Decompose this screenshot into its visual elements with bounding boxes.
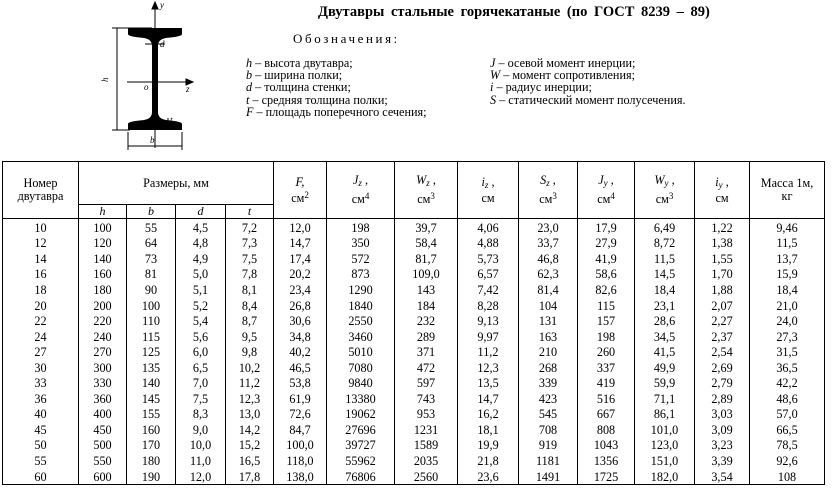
header-d: d <box>176 205 226 219</box>
label-d: d <box>160 39 165 49</box>
table-cell: 73 <box>127 251 176 267</box>
table-cell: 330 <box>79 375 127 391</box>
table-cell: 48,6 <box>750 391 825 407</box>
table-cell: 8,3 <box>176 407 226 423</box>
table-cell: 667 <box>578 407 635 423</box>
y-axis-arrow <box>152 2 158 9</box>
table-cell: 6,0 <box>176 344 226 360</box>
table-body <box>3 219 825 485</box>
table-cell: 10 <box>3 219 79 236</box>
table-cell: 160 <box>127 422 176 438</box>
header-Jy: $J_y$ , $см^4$ <box>578 162 635 219</box>
table-cell: 36 <box>3 391 79 407</box>
table-cell: 190 <box>127 469 176 485</box>
table-cell: 23,4 <box>274 282 327 298</box>
table-cell: 3,23 <box>695 438 750 454</box>
table-cell: 5,0 <box>176 267 226 283</box>
table-cell: 45 <box>3 422 79 438</box>
table-cell: 4,9 <box>176 251 226 267</box>
table-row <box>3 375 825 391</box>
i-beam-profile <box>128 28 182 130</box>
header-t: t <box>226 205 274 219</box>
table-cell: 210 <box>519 344 578 360</box>
table-cell: 23,1 <box>635 298 695 314</box>
table-cell: 5,4 <box>176 313 226 329</box>
table-cell: 9,13 <box>458 313 519 329</box>
table-cell: 101,0 <box>635 422 695 438</box>
table-cell: 120 <box>79 236 127 252</box>
table-cell: 26,8 <box>274 298 327 314</box>
table-cell: 163 <box>519 329 578 345</box>
table-cell: 289 <box>395 329 458 345</box>
table-cell: 12,3 <box>226 391 274 407</box>
table-cell: 123,0 <box>635 438 695 454</box>
table-cell: 270 <box>79 344 127 360</box>
legend-item: h – высота двутавра; <box>246 56 353 70</box>
table-cell: 12,0 <box>176 469 226 485</box>
table-cell: 10,0 <box>176 438 226 454</box>
table-cell: 36,5 <box>750 360 825 376</box>
table-cell: 198 <box>327 219 395 236</box>
table-cell: 72,6 <box>274 407 327 423</box>
table-cell: 115 <box>127 329 176 345</box>
table-cell: 13,5 <box>458 375 519 391</box>
beam-table <box>2 161 825 485</box>
table-cell: 58,6 <box>578 267 635 283</box>
table-cell: 19,9 <box>458 438 519 454</box>
table-cell: 18,1 <box>458 422 519 438</box>
table-cell: 27,3 <box>750 329 825 345</box>
label-h: h <box>100 77 110 82</box>
table-cell: 5010 <box>327 344 395 360</box>
table-cell: 339 <box>519 375 578 391</box>
table-cell: 9,8 <box>226 344 274 360</box>
table-cell: 220 <box>79 313 127 329</box>
table-cell: 27696 <box>327 422 395 438</box>
table-cell: 18,4 <box>635 282 695 298</box>
table-cell: 1356 <box>578 453 635 469</box>
table-cell: 4,88 <box>458 236 519 252</box>
table-cell: 4,06 <box>458 219 519 236</box>
table-row <box>3 391 825 407</box>
header-Jz: $J_z$ , $см^4$ <box>327 162 395 219</box>
table-cell: 61,9 <box>274 391 327 407</box>
table-cell: 1,88 <box>695 282 750 298</box>
table-cell: 125 <box>127 344 176 360</box>
table-row <box>3 453 825 469</box>
table-cell: 41,5 <box>635 344 695 360</box>
table-cell: 84,7 <box>274 422 327 438</box>
beam-table-wrapper <box>2 161 825 485</box>
table-cell: 11,2 <box>458 344 519 360</box>
table-row <box>3 438 825 454</box>
table-cell: 140 <box>79 251 127 267</box>
header-number: Номер двутавра <box>3 162 79 219</box>
table-cell: 2,79 <box>695 375 750 391</box>
table-cell: 708 <box>519 422 578 438</box>
table-cell: 11,2 <box>226 375 274 391</box>
table-cell: 8,1 <box>226 282 274 298</box>
table-cell: 6,57 <box>458 267 519 283</box>
table-cell: 100,0 <box>274 438 327 454</box>
table-cell: 34,8 <box>274 329 327 345</box>
table-cell: 337 <box>578 360 635 376</box>
table-cell: 450 <box>79 422 127 438</box>
table-cell: 53,8 <box>274 375 327 391</box>
table-cell: 3460 <box>327 329 395 345</box>
table-cell: 27 <box>3 344 79 360</box>
table-cell: 11,5 <box>750 236 825 252</box>
table-cell: 873 <box>327 267 395 283</box>
table-cell: 9840 <box>327 375 395 391</box>
table-cell: 82,6 <box>578 282 635 298</box>
table-cell: 115 <box>578 298 635 314</box>
table-cell: 39727 <box>327 438 395 454</box>
table-cell: 2,37 <box>695 329 750 345</box>
table-cell: 55 <box>127 219 176 236</box>
table-cell: 108 <box>750 469 825 485</box>
table-cell: 15,9 <box>750 267 825 283</box>
table-cell: 21,8 <box>458 453 519 469</box>
table-cell: 15,2 <box>226 438 274 454</box>
table-cell: 28,6 <box>635 313 695 329</box>
table-cell: 14,5 <box>635 267 695 283</box>
header-dimensions: Размеры, мм <box>79 162 274 205</box>
table-cell: 24,0 <box>750 313 825 329</box>
table-cell: 34,5 <box>635 329 695 345</box>
header-iy: $i_y$ , см <box>695 162 750 219</box>
table-cell: 3,54 <box>695 469 750 485</box>
table-cell: 64 <box>127 236 176 252</box>
table-cell: 27,9 <box>578 236 635 252</box>
table-cell: 3,09 <box>695 422 750 438</box>
table-row <box>3 313 825 329</box>
table-cell: 232 <box>395 313 458 329</box>
table-cell: 104 <box>519 298 578 314</box>
legend-right <box>490 57 686 106</box>
table-cell: 500 <box>79 438 127 454</box>
table-cell: 19062 <box>327 407 395 423</box>
header-F: F, $см^2$ <box>274 162 327 219</box>
table-row <box>3 236 825 252</box>
table-cell: 198 <box>578 329 635 345</box>
label-o: o <box>144 82 149 92</box>
table-row <box>3 422 825 438</box>
table-cell: 7,8 <box>226 267 274 283</box>
table-cell: 184 <box>395 298 458 314</box>
table-cell: 7,2 <box>226 219 274 236</box>
table-cell: 1840 <box>327 298 395 314</box>
table-cell: 2,69 <box>695 360 750 376</box>
axis-z-label: z <box>186 84 190 94</box>
table-cell: 419 <box>578 375 635 391</box>
table-cell: 400 <box>79 407 127 423</box>
legend-item: t – средняя толщина полки; <box>246 92 388 107</box>
table-cell: 11,0 <box>176 453 226 469</box>
table-row <box>3 267 825 283</box>
table-cell: 8,4 <box>226 298 274 314</box>
legend-item: J – осевой момент инерции; <box>490 56 636 70</box>
table-cell: 20,2 <box>274 267 327 283</box>
table-cell: 12,3 <box>458 360 519 376</box>
table-cell: 42,2 <box>750 375 825 391</box>
table-cell: 5,1 <box>176 282 226 298</box>
table-cell: 40,2 <box>274 344 327 360</box>
table-cell: 1491 <box>519 469 578 485</box>
table-cell: 17,4 <box>274 251 327 267</box>
table-cell: 953 <box>395 407 458 423</box>
table-cell: 5,2 <box>176 298 226 314</box>
table-cell: 14,2 <box>226 422 274 438</box>
table-row <box>3 407 825 423</box>
table-row <box>3 282 825 298</box>
legend-heading: Обозначения: <box>293 31 400 46</box>
table-cell: 17,9 <box>578 219 635 236</box>
table-cell: 49,9 <box>635 360 695 376</box>
table-cell: 13380 <box>327 391 395 407</box>
table-cell: 138,0 <box>274 469 327 485</box>
axis-y-label: y <box>160 0 164 10</box>
table-cell: 57,0 <box>750 407 825 423</box>
label-t: t <box>170 115 173 125</box>
header-iz: $i_z$ , см <box>458 162 519 219</box>
table-cell: 140 <box>127 375 176 391</box>
table-cell: 550 <box>79 453 127 469</box>
table-row <box>3 219 825 236</box>
table-cell: 2,54 <box>695 344 750 360</box>
table-cell: 41,9 <box>578 251 635 267</box>
header-Wy: $W_y$ , $см^3$ <box>635 162 695 219</box>
table-row <box>3 344 825 360</box>
table-cell: 71,1 <box>635 391 695 407</box>
table-cell: 24 <box>3 329 79 345</box>
table-cell: 9,0 <box>176 422 226 438</box>
table-cell: 516 <box>578 391 635 407</box>
legend-item: b – ширина полки; <box>246 68 343 83</box>
table-cell: 360 <box>79 391 127 407</box>
table-cell: 572 <box>327 251 395 267</box>
legend-item: W – момент сопротивления; <box>490 68 635 83</box>
table-cell: 423 <box>519 391 578 407</box>
table-cell: 109,0 <box>395 267 458 283</box>
table-cell: 1181 <box>519 453 578 469</box>
table-cell: 40 <box>3 407 79 423</box>
table-cell: 240 <box>79 329 127 345</box>
table-cell: 7080 <box>327 360 395 376</box>
table-cell: 4,8 <box>176 236 226 252</box>
table-cell: 86,1 <box>635 407 695 423</box>
table-cell: 145 <box>127 391 176 407</box>
table-cell: 50 <box>3 438 79 454</box>
i-beam-diagram <box>0 0 240 155</box>
table-cell: 17,8 <box>226 469 274 485</box>
table-cell: 55962 <box>327 453 395 469</box>
table-cell: 545 <box>519 407 578 423</box>
table-cell: 81 <box>127 267 176 283</box>
table-cell: 1,70 <box>695 267 750 283</box>
table-row <box>3 329 825 345</box>
table-cell: 78,5 <box>750 438 825 454</box>
table-cell: 23,0 <box>519 219 578 236</box>
table-cell: 3,03 <box>695 407 750 423</box>
table-cell: 143 <box>395 282 458 298</box>
table-cell: 157 <box>578 313 635 329</box>
table-cell: 58,4 <box>395 236 458 252</box>
table-cell: 160 <box>79 267 127 283</box>
table-cell: 151,0 <box>635 453 695 469</box>
table-cell: 2035 <box>395 453 458 469</box>
table-cell: 46,5 <box>274 360 327 376</box>
table-cell: 268 <box>519 360 578 376</box>
table-cell: 18,4 <box>750 282 825 298</box>
table-cell: 1725 <box>578 469 635 485</box>
table-cell: 9,46 <box>750 219 825 236</box>
table-cell: 81,7 <box>395 251 458 267</box>
table-cell: 180 <box>79 282 127 298</box>
table-cell: 21,0 <box>750 298 825 314</box>
table-row <box>3 298 825 314</box>
table-cell: 131 <box>519 313 578 329</box>
table-cell: 100 <box>79 219 127 236</box>
table-cell: 743 <box>395 391 458 407</box>
table-cell: 9,97 <box>458 329 519 345</box>
table-cell: 300 <box>79 360 127 376</box>
table-cell: 5,6 <box>176 329 226 345</box>
table-cell: 2,27 <box>695 313 750 329</box>
table-cell: 13,0 <box>226 407 274 423</box>
table-cell: 600 <box>79 469 127 485</box>
table-cell: 90 <box>127 282 176 298</box>
table-cell: 8,7 <box>226 313 274 329</box>
table-cell: 7,3 <box>226 236 274 252</box>
table-cell: 31,5 <box>750 344 825 360</box>
table-cell: 118,0 <box>274 453 327 469</box>
table-cell: 1,38 <box>695 236 750 252</box>
table-row <box>3 251 825 267</box>
table-cell: 12 <box>3 236 79 252</box>
table-cell: 60 <box>3 469 79 485</box>
table-cell: 7,0 <box>176 375 226 391</box>
table-cell: 1290 <box>327 282 395 298</box>
table-cell: 55 <box>3 453 79 469</box>
table-row <box>3 360 825 376</box>
table-cell: 7,42 <box>458 282 519 298</box>
table-cell: 2560 <box>395 469 458 485</box>
table-cell: 100 <box>127 298 176 314</box>
table-cell: 135 <box>127 360 176 376</box>
table-cell: 30,6 <box>274 313 327 329</box>
table-cell: 5,73 <box>458 251 519 267</box>
table-cell: 46,8 <box>519 251 578 267</box>
header-mass: Масса 1м, кг <box>750 162 825 219</box>
table-cell: 11,5 <box>635 251 695 267</box>
table-cell: 200 <box>79 298 127 314</box>
table-cell: 1589 <box>395 438 458 454</box>
table-cell: 16 <box>3 267 79 283</box>
table-cell: 18 <box>3 282 79 298</box>
table-cell: 1,55 <box>695 251 750 267</box>
table-cell: 1231 <box>395 422 458 438</box>
table-cell: 76806 <box>327 469 395 485</box>
table-cell: 170 <box>127 438 176 454</box>
header-b: b <box>127 205 176 219</box>
table-cell: 23,6 <box>458 469 519 485</box>
table-cell: 81,4 <box>519 282 578 298</box>
legend-item: d – толщина стенки; <box>246 80 351 95</box>
table-cell: 1043 <box>578 438 635 454</box>
header-Wz: $W_z$ , $см^3$ <box>395 162 458 219</box>
table-cell: 30 <box>3 360 79 376</box>
table-cell: 597 <box>395 375 458 391</box>
table-cell: 182,0 <box>635 469 695 485</box>
table-cell: 919 <box>519 438 578 454</box>
table-cell: 7,5 <box>226 251 274 267</box>
table-cell: 12,0 <box>274 219 327 236</box>
table-cell: 14,7 <box>274 236 327 252</box>
table-cell: 33 <box>3 375 79 391</box>
document-title: Двутавры стальные горячекатаные (по ГОСТ 8239 – 89) <box>318 4 710 20</box>
table-cell: 22 <box>3 313 79 329</box>
legend-item: S – статический момент полусечения. <box>490 92 686 107</box>
table-cell: 2,07 <box>695 298 750 314</box>
table-cell: 110 <box>127 313 176 329</box>
table-cell: 16,2 <box>458 407 519 423</box>
table-cell: 13,7 <box>750 251 825 267</box>
table-cell: 33,7 <box>519 236 578 252</box>
table-cell: 155 <box>127 407 176 423</box>
table-cell: 59,9 <box>635 375 695 391</box>
table-cell: 8,28 <box>458 298 519 314</box>
table-cell: 371 <box>395 344 458 360</box>
table-cell: 8,72 <box>635 236 695 252</box>
table-cell: 7,5 <box>176 391 226 407</box>
table-cell: 2550 <box>327 313 395 329</box>
table-cell: 6,5 <box>176 360 226 376</box>
legend-item: F – площадь поперечного сечения; <box>246 104 427 119</box>
table-cell: 180 <box>127 453 176 469</box>
header-h: h <box>79 205 127 219</box>
legend-left <box>246 57 427 118</box>
table-cell: 472 <box>395 360 458 376</box>
table-cell: 3,39 <box>695 453 750 469</box>
table-cell: 4,5 <box>176 219 226 236</box>
label-b: b <box>150 135 155 145</box>
table-cell: 14 <box>3 251 79 267</box>
table-cell: 62,3 <box>519 267 578 283</box>
table-cell: 92,6 <box>750 453 825 469</box>
table-cell: 808 <box>578 422 635 438</box>
table-cell: 1,22 <box>695 219 750 236</box>
header-Sz: $S_z$ , $см^3$ <box>519 162 578 219</box>
table-cell: 16,5 <box>226 453 274 469</box>
legend-item: i – радиус инерции; <box>490 80 592 95</box>
table-cell: 350 <box>327 236 395 252</box>
table-cell: 39,7 <box>395 219 458 236</box>
table-row <box>3 469 825 485</box>
table-cell: 14,7 <box>458 391 519 407</box>
table-cell: 6,49 <box>635 219 695 236</box>
table-cell: 9,5 <box>226 329 274 345</box>
table-cell: 2,89 <box>695 391 750 407</box>
table-cell: 260 <box>578 344 635 360</box>
table-cell: 10,2 <box>226 360 274 376</box>
table-cell: 20 <box>3 298 79 314</box>
table-cell: 66,5 <box>750 422 825 438</box>
